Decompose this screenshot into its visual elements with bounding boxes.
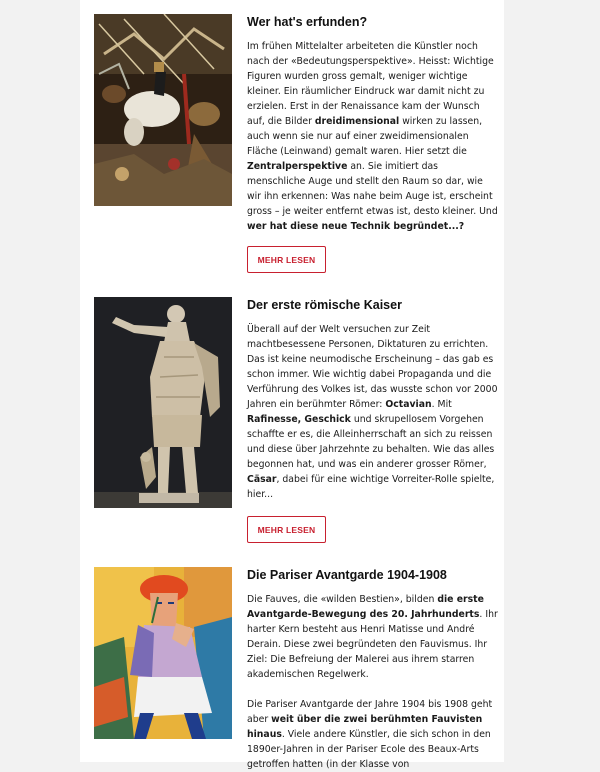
fauvist-painting-icon (94, 567, 232, 739)
bold-text: weit über die zwei berühmten Fauvisten hinaus (247, 714, 483, 740)
article-body (247, 322, 499, 502)
text-run: Im frühen Mittelalter arbeiteten die Künstler noch nach der «Bedeutungsperspektive». Heisst: Wichtige Figuren wurden gross gemalt, weniger wichtige kleiner. Ein räumlicher Eindruck war damit nicht zu erzielen. Erst in der Renaissance kam der Wunsch auf, die Bilder (247, 41, 494, 127)
text-run: Die Pariser Avantgarde der Jahre 1904 bis 1908 geht aber (247, 699, 493, 725)
text-run: . Mit (431, 399, 452, 410)
mehr-lesen-button[interactable]: MEHR LESEN (247, 516, 326, 543)
article-title: Wer hat's erfunden? (247, 15, 368, 29)
article-body (247, 592, 499, 772)
article-text (247, 567, 499, 772)
text-run: Die Fauves, die «wilden Bestien», bilden (247, 594, 438, 605)
text-run: . Viele andere Künstler, die sich schon in den 1890er-Jahren in der Pariser Ecole des Beaux-Arts getroffen hatten (in der Klasse von (247, 729, 491, 770)
article-title: Die Pariser Avantgarde 1904-1908 (247, 568, 447, 582)
article-image[interactable] (94, 567, 232, 739)
statue-photo-icon (94, 297, 232, 508)
article-paragraph (247, 592, 499, 682)
bold-text: wer hat diese neue Technik begründet...? (247, 221, 465, 232)
text-run: , dabei für eine wichtige Vorreiter-Rolle spielte, hier... (247, 474, 495, 500)
bold-text: Octavian (385, 399, 432, 410)
article-text (247, 14, 499, 234)
newsletter-sheet (80, 0, 504, 770)
text-run: und skrupellosem Vorgehen schaffte er es, die Alleinherrschaft an sich zu reissen und diese über Jahrzehnte zu behalten. Wie das alles begonnen hat, und was ein anderer grosser Römer, (247, 414, 495, 470)
bold-text: Rafinesse, Geschick (247, 414, 351, 425)
battle-painting-icon (94, 14, 232, 206)
mehr-lesen-button[interactable]: MEHR LESEN (247, 246, 326, 273)
article-body (247, 39, 499, 234)
text-run: Überall auf der Welt versuchen zur Zeit machtbesessene Personen, Diktaturen zu errichten. Das ist keine neumodische Erscheinung – das gab es schon immer. Wie wichtig dabei Propaganda und die Verführung des Volkes ist, das wusste schon vor 2000 Jahren ein berühmter Römer: (247, 324, 498, 410)
article-image[interactable] (94, 297, 232, 508)
text-run: wirken zu lassen, auch wenn sie nur auf einer zweidimensionalen Fläche (Leinwand) gemalt waren. Hier setzt die (247, 116, 483, 157)
article-paragraph (247, 697, 499, 772)
article-text (247, 297, 499, 502)
bold-text: Zentralperspektive (247, 161, 348, 172)
text-run: . Ihr harter Kern besteht aus Henri Matisse und André Derain. Diese zwei begründeten den Fauvismus. Ihr Ziel: Die Befreiung der Malerei aus ihrem starren akademischen Regelwerk. (247, 609, 498, 680)
text-run: an. Sie imitiert das menschliche Auge und stellt den Raum so dar, wie wir ihn erkennen: Was nahe beim Auge ist, erscheint gross – je weiter entfernt etwas ist, desto kleiner. Und (247, 161, 498, 217)
bold-text: Cäsar (247, 474, 277, 485)
article-title: Der erste römische Kaiser (247, 298, 402, 312)
bold-text: dreidimensional (314, 116, 400, 127)
article-image[interactable] (94, 14, 232, 206)
article-paragraph (247, 39, 499, 234)
article-paragraph (247, 322, 499, 502)
bold-text: die erste Avantgarde-Bewegung des 20. Jahrhunderts (247, 594, 484, 620)
